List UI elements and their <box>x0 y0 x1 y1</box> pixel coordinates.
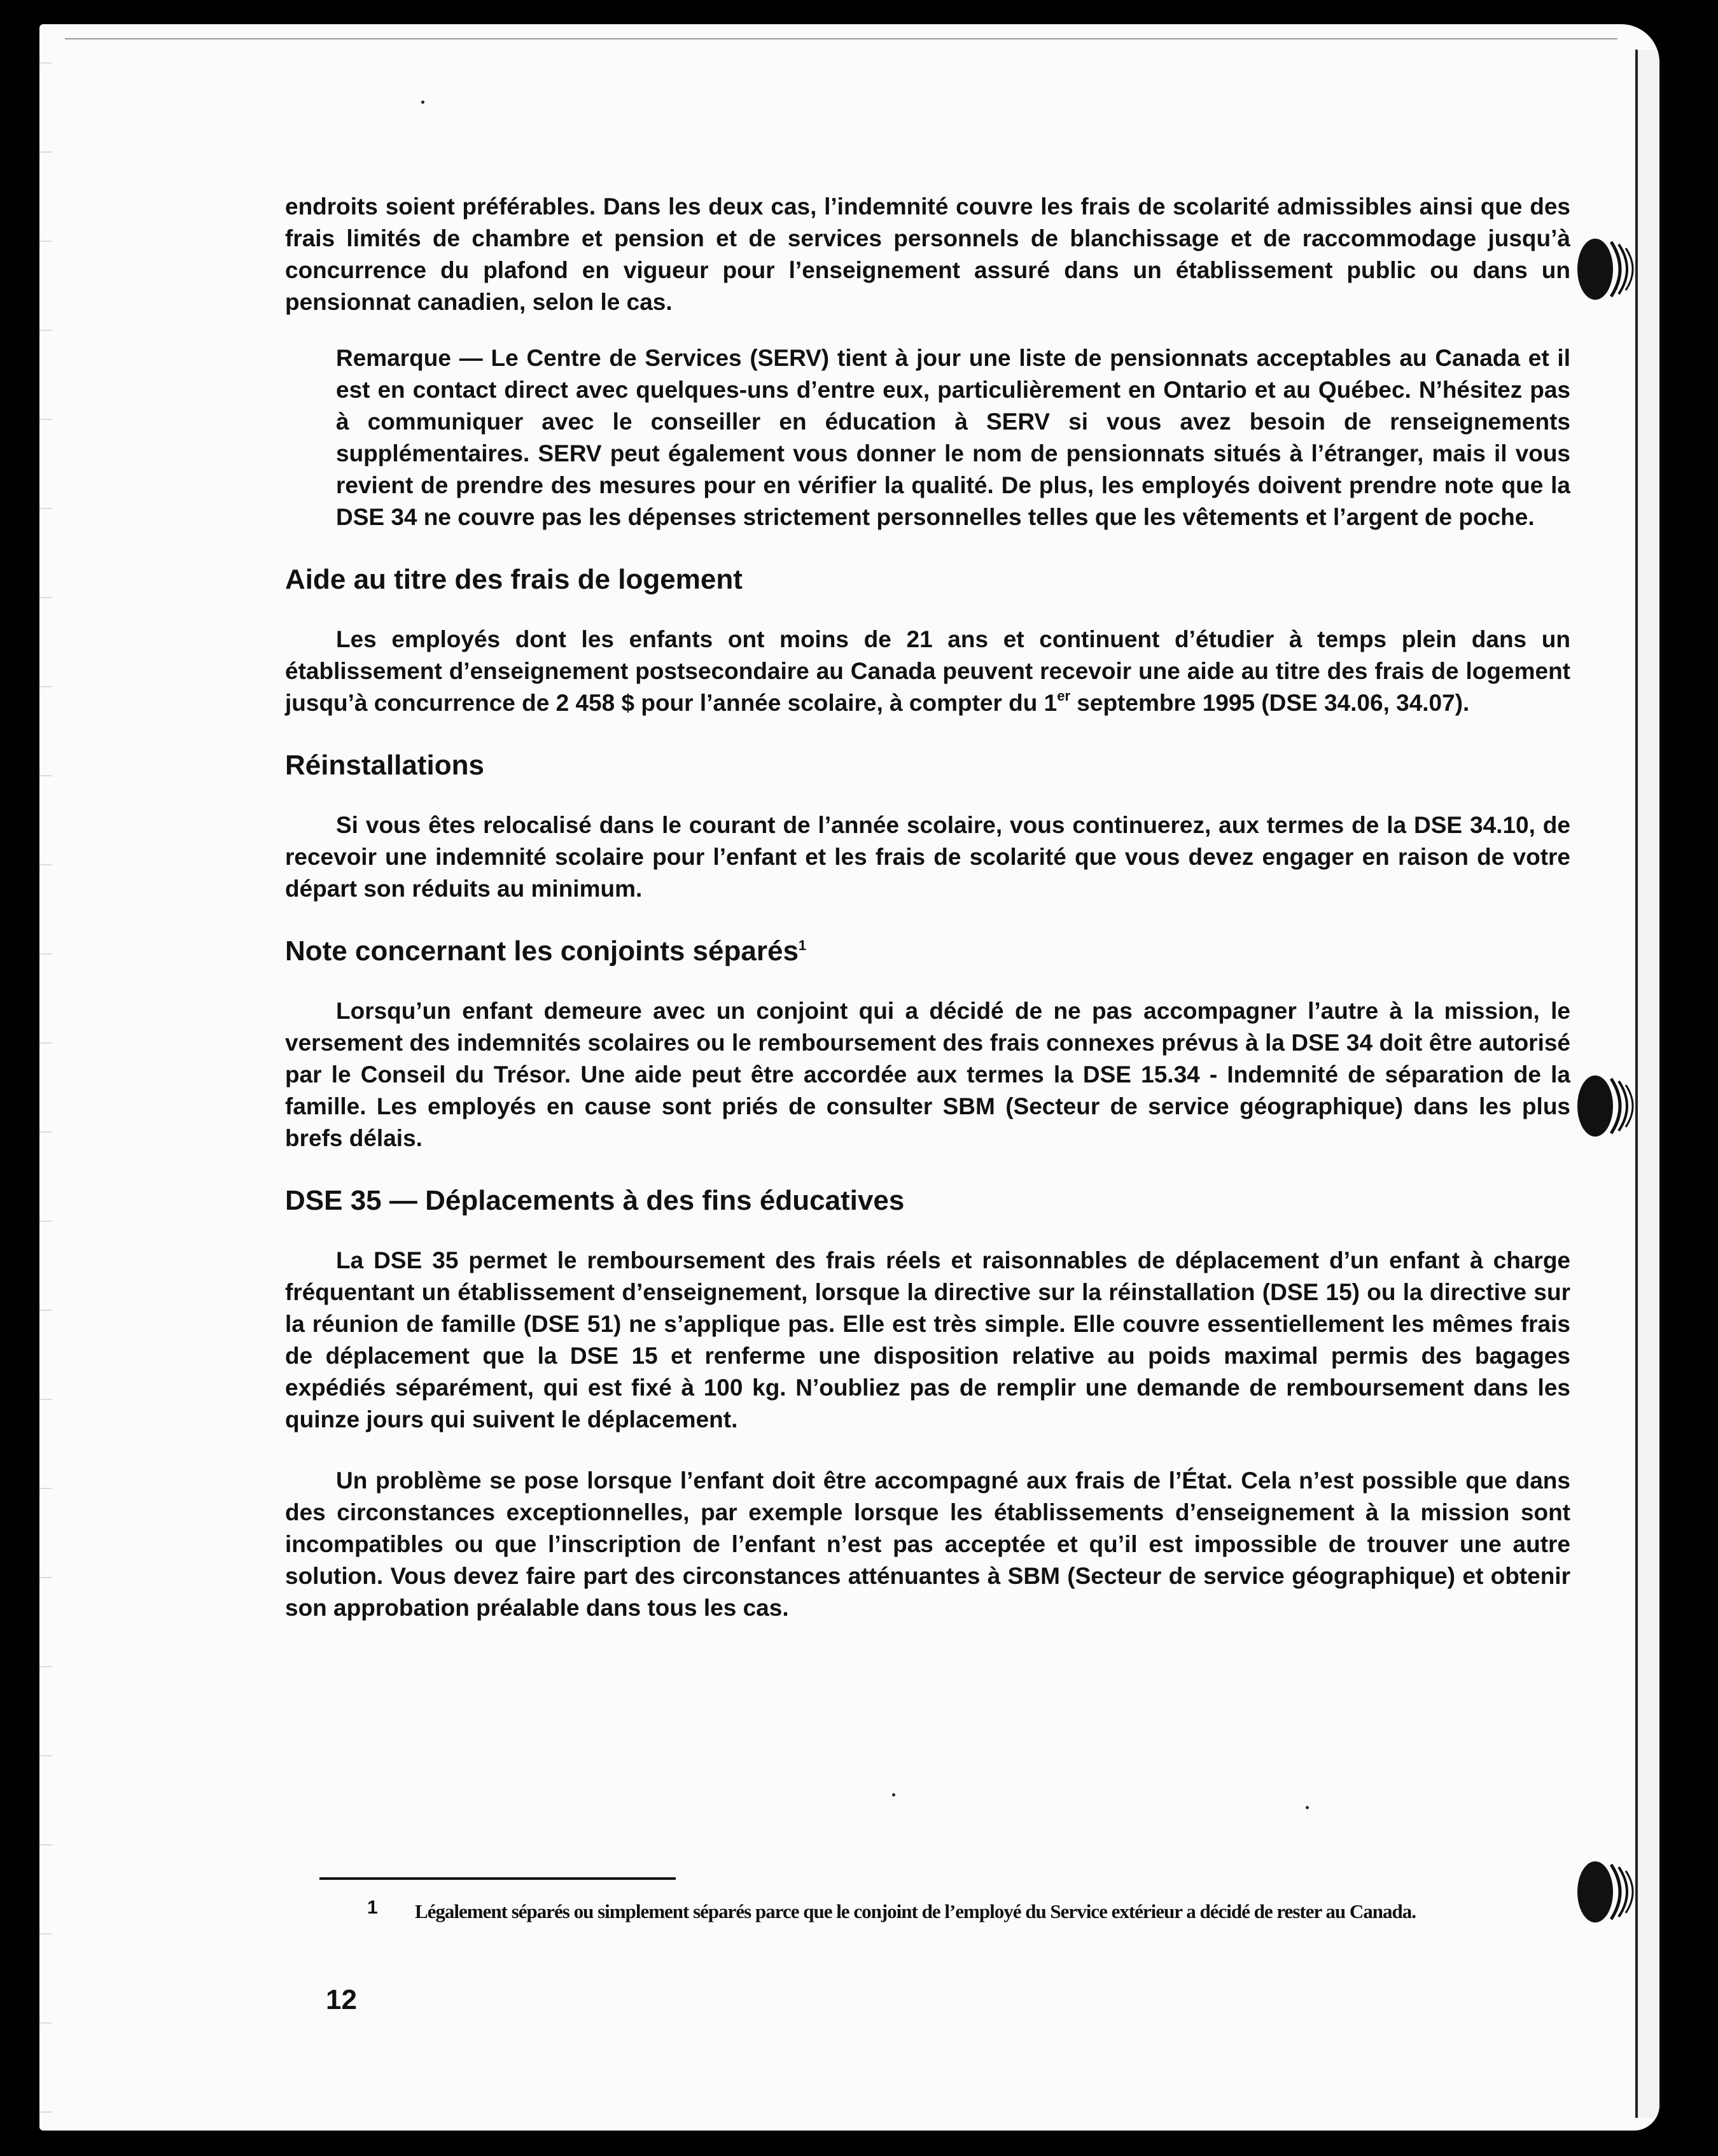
scan-speck <box>892 1793 895 1796</box>
footnote-rule <box>319 1877 676 1880</box>
superscript-er: er <box>1057 688 1071 704</box>
heading-conjoints <box>285 934 1570 969</box>
paragraph-dse35-2: Un problème se pose lorsque l’enfant doit être accompagné aux frais de l’État. Cela n’est possible que dans des circonstances exceptionnelles, par exemple lorsque les établissements d’enseignement à la mission sont incompatibles ou que l’inscription de l’enfant n’est pas acceptée et qu’il est impossible de trouver une autre solution. Vous devez faire part des circonstances atténuantes à SBM (Secteur de service géographique) et obtenir son approbation préalable dans tous les cas. <box>285 1467 1570 1621</box>
paragraph-conjoints: Lorsqu’un enfant demeure avec un conjoint qui a décidé de ne pas accompagner l’autre à la mission, le versement des indemnités scolaires ou le remboursement des frais connexes prévus à la DSE 34 doit être autorisé par le Conseil du Trésor. Une aide peut être accordée aux termes la DSE 15.34 - Indemnité de séparation de la famille. Les employés en cause sont priés de consulter SBM (Secteur de service géographique) dans les plus brefs délais. <box>285 998 1570 1151</box>
scan-edge-noise <box>39 24 52 2131</box>
footnote-marker: 1 <box>367 1897 377 1918</box>
margin-mark-icon <box>1567 234 1643 304</box>
margin-mark-icon <box>1567 1857 1643 1927</box>
heading-reinstallations: Réinstallations <box>285 750 484 781</box>
scan-edge-line <box>65 38 1617 39</box>
paragraph-dse35-1: La DSE 35 permet le remboursement des frais réels et raisonnables de déplacement d’un enfant à charge fréquentant un établissement d’enseignement, lorsque la directive sur la réinstallation (DSE 15) ou la directive sur la réunion de famille (DSE 51) ne s’applique pas. Elle est très simple. Elle couvre essentiellement les mêmes frais de déplacement que la DSE 15 et renferme une disposition relative au poids maximal permis des bagages expédiés séparément, qui est fixé à 100 kg. N’oubliez pas de remplir une demande de remboursement dans les quinze jours qui suivent le déplacement. <box>285 1247 1570 1432</box>
heading-logement: Aide au titre des frais de logement <box>285 564 743 595</box>
paragraph-logement-text-end: septembre 1995 (DSE 34.06, 34.07). <box>1070 690 1470 716</box>
footnote <box>367 1897 1579 1926</box>
heading-conjoints-text: Note concernant les conjoints séparés <box>285 935 799 967</box>
paragraph-logement <box>285 624 1570 719</box>
footnote-text: Légalement séparés ou simplement séparés parce que le conjoint de l’employé du Service extérieur a décidé de rester au Canada. <box>415 1900 1416 1922</box>
paragraph-intro: endroits soient préférables. Dans les deux cas, l’indemnité couvre les frais de scolarité admissibles ainsi que des frais limités de chambre et pension et de services personnels de blanchissage et de raccommodage jusqu’à concurrence du plafond en vigueur pour l’enseignement assuré dans un établissement public ou dans un pensionnat canadien, selon le cas. <box>285 193 1570 315</box>
page-number: 12 <box>326 1984 357 2015</box>
paragraph-logement-text: Les employés dont les enfants ont moins de 21 ans et continuent d’étudier à temps plein dans un établissement d’enseignement postsecondaire au Canada peuvent recevoir une aide au titre des frais de logement jusqu’à concurrence de 2 458 $ pour l’année scolaire, à compter du 1 <box>285 626 1570 716</box>
heading-dse35: DSE 35 — Déplacements à des fins éducatives <box>285 1185 905 1216</box>
scan-speck <box>1306 1806 1309 1809</box>
page-content <box>285 191 1570 1624</box>
scan-speck <box>421 101 424 104</box>
footnote-reference: 1 <box>798 937 807 953</box>
document-page <box>39 24 1659 2131</box>
margin-mark-icon <box>1567 1071 1643 1141</box>
remark-paragraph: Remarque — Le Centre de Services (SERV) tient à jour une liste de pensionnats acceptables au Canada et il est en contact direct avec quelques-uns d’entre eux, particulièrement en Ontario et au Québec. N’hésitez pas à communiquer avec le conseiller en éducation à SERV si vous avez besoin de renseignements supplémentaires. SERV peut également vous donner le nom de pensionnats situés à l’étranger, mais il vous revient de prendre des mesures pour en vérifier la qualité. De plus, les employés doivent prendre note que la DSE 34 ne couvre pas les dépenses strictement personnelles telles que les vêtements et l’argent de poche. <box>336 345 1570 530</box>
paragraph-reinstallations: Si vous êtes relocalisé dans le courant de l’année scolaire, vous continuerez, aux termes de la DSE 34.10, de recevoir une indemnité scolaire pour l’enfant et les frais de scolarité que vous devez engager en raison de votre départ son réduits au minimum. <box>285 812 1570 902</box>
